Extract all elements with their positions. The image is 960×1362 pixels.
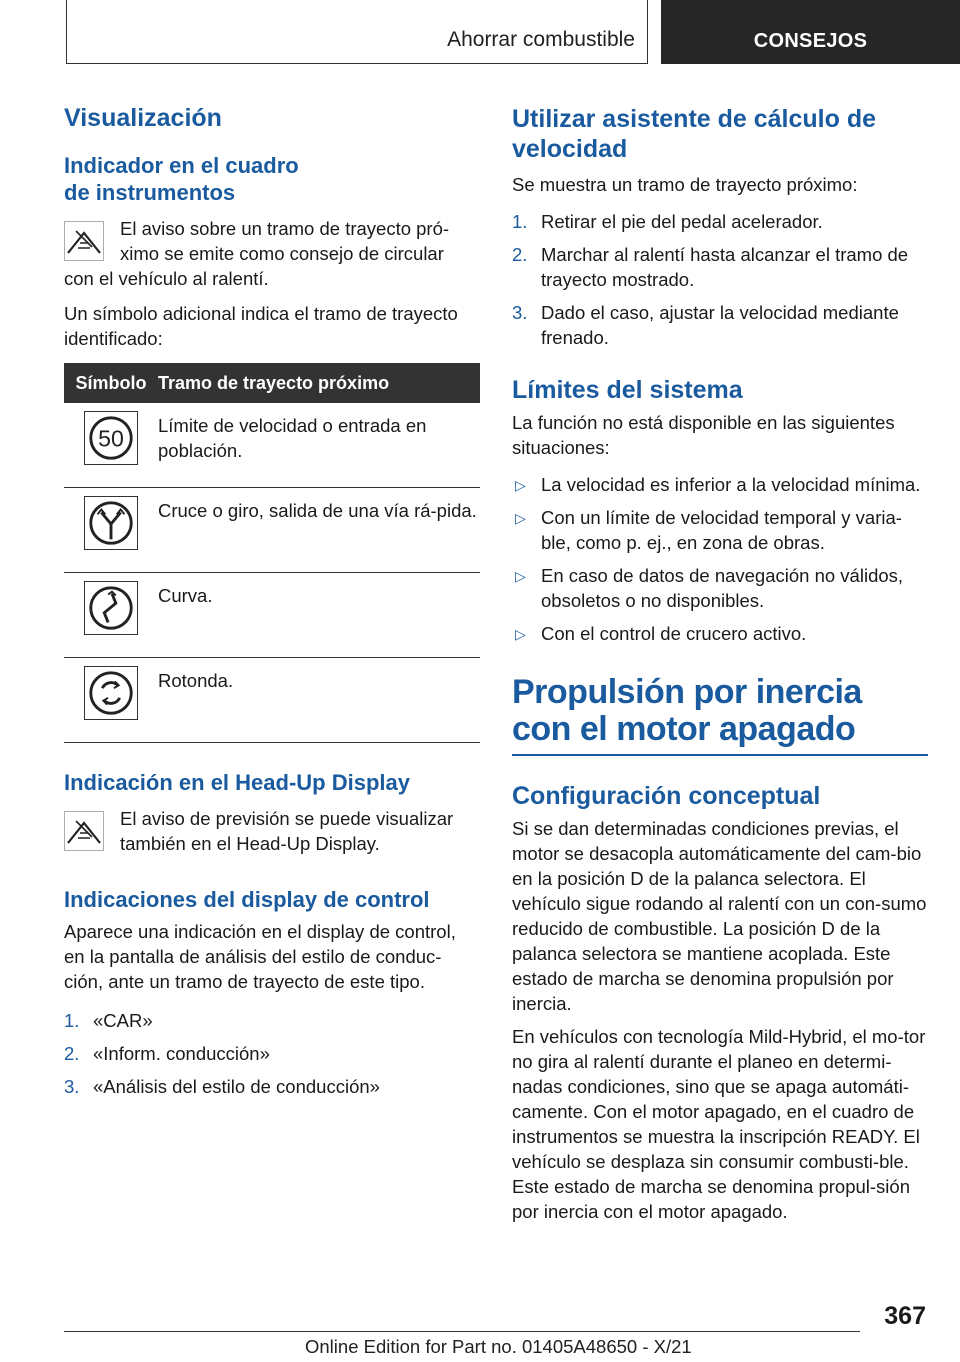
note2-text: El aviso de previsión se puede visualizar también en el Head-Up Display.	[120, 808, 454, 854]
roundabout-icon	[84, 666, 138, 720]
para-symbol: Un símbolo adicional indica el tramo de trayecto identificado:	[64, 303, 458, 349]
svg-text:50: 50	[98, 425, 124, 452]
chapter-tab	[661, 0, 960, 64]
left-column	[64, 100, 480, 1099]
limits-list	[512, 472, 928, 646]
col-header-section: Tramo de trayecto próximo	[158, 363, 480, 403]
heading-system-limits: Límites del sistema	[512, 376, 743, 404]
row-text: Límite de velocidad o entrada en población.	[158, 403, 480, 488]
heading-hud: Indicación en el Head-Up Display	[64, 770, 410, 795]
triangle-bullet-icon: ▷	[515, 510, 526, 526]
list-item: 3. Dado el caso, ajustar la velocidad mediante frenado.	[512, 302, 899, 348]
heading-concept: Configuración conceptual	[512, 782, 821, 810]
chapter-heading-block	[512, 674, 928, 756]
tip-note	[64, 216, 480, 266]
chapter-title: CONSEJOS	[753, 30, 868, 52]
para-control: Aparece una indicación en el display de control, en la pantalla de análisis del estilo de conduc-ción, ante un tramo de trayecto de este tipo.	[64, 921, 456, 992]
list-item: ▷ Con el control de crucero activo.	[512, 621, 928, 646]
heading-control-display: Indicaciones del display de control	[64, 887, 430, 912]
heading-visualizacion: Visualización	[64, 104, 222, 132]
section-title: Ahorrar combustible	[447, 28, 635, 51]
assist-steps	[512, 209, 928, 350]
para-assist: Se muestra un tramo de trayecto próximo:	[512, 174, 858, 195]
list-item: ▷ La velocidad es inferior a la velocidad mínima.	[512, 472, 928, 497]
right-column	[512, 100, 928, 1224]
section-tab	[66, 0, 648, 64]
heading-coasting: Propulsión por inercia con el motor apagado	[512, 673, 862, 748]
para-limits: La función no está disponible en las siguientes situaciones:	[512, 412, 895, 458]
symbol-table	[64, 363, 480, 743]
list-item: 2. «Inform. conducción»	[64, 1043, 270, 1064]
footer-divider	[64, 1331, 860, 1332]
row-text: Curva.	[158, 573, 480, 658]
triangle-bullet-icon: ▷	[515, 626, 526, 642]
table-row	[64, 658, 480, 743]
row-text: Rotonda.	[158, 658, 480, 743]
list-item: ▷ Con un límite de velocidad temporal y varia-ble, como p. ej., en zona de obras.	[515, 507, 902, 553]
table-row	[64, 488, 480, 573]
page-header	[0, 0, 960, 66]
heading-speed-assistant: Utilizar asistente de cálculo de velocidad	[512, 105, 877, 163]
tip-note	[64, 806, 480, 856]
note1-cont: con el vehículo al ralentí.	[64, 268, 269, 289]
edition-line: Online Edition for Part no. 01405A48650 - X/21	[305, 1336, 692, 1357]
junction-turn-icon	[84, 496, 138, 550]
col-header-symbol: Símbolo	[64, 363, 158, 403]
list-item: 3. «Análisis del estilo de conducción»	[64, 1076, 380, 1097]
curve-icon	[84, 581, 138, 635]
triangle-bullet-icon: ▷	[515, 477, 526, 493]
table-row	[64, 403, 480, 488]
list-item: 1. Retirar el pie del pedal acelerador.	[512, 211, 823, 232]
eco-tip-icon	[64, 811, 104, 851]
para-concept-2: En vehículos con tecnología Mild-Hybrid, el mo-tor no gira al ralentí durante el planeo en determi-nadas condiciones, sino que se apaga automáti-camente. Con el motor apagado, en el cuadro de instrumentos se muestra la inscripción READY. El vehículo se desplaza sin consumir combusti-ble. Este estado de marcha se denomina propul-sión por inercia con el motor apagado.	[512, 1026, 926, 1222]
menu-steps	[64, 1008, 480, 1099]
table-row	[64, 573, 480, 658]
speed-limit-50-icon	[84, 411, 138, 465]
page-number: 367	[884, 1302, 926, 1330]
list-item: ▷ En caso de datos de navegación no válidos, obsoletos o no disponibles.	[515, 565, 904, 611]
list-item: 1. «CAR»	[64, 1010, 153, 1031]
heading-cluster: Indicador en el cuadro de instrumentos	[64, 153, 299, 205]
row-text: Cruce o giro, salida de una vía rá-pida.	[158, 488, 480, 573]
para-concept-1: Si se dan determinadas condiciones previas, el motor se desacopla automáticamente del cam-bio en la posición D de la palanca selectora. El vehículo sigue rodando al ralentí con un con-sumo reducido de combustible. La posición D de la palanca selectora se mantiene acoplada. Este estado de marcha se denomina propulsión por inercia.	[512, 818, 927, 1014]
triangle-bullet-icon: ▷	[515, 568, 526, 584]
eco-tip-icon	[64, 221, 104, 261]
list-item: 2. Marchar al ralentí hasta alcanzar el tramo de trayecto mostrado.	[512, 244, 909, 290]
note1-text: El aviso sobre un tramo de trayecto pró- ximo se emite como consejo de circular	[120, 218, 450, 264]
